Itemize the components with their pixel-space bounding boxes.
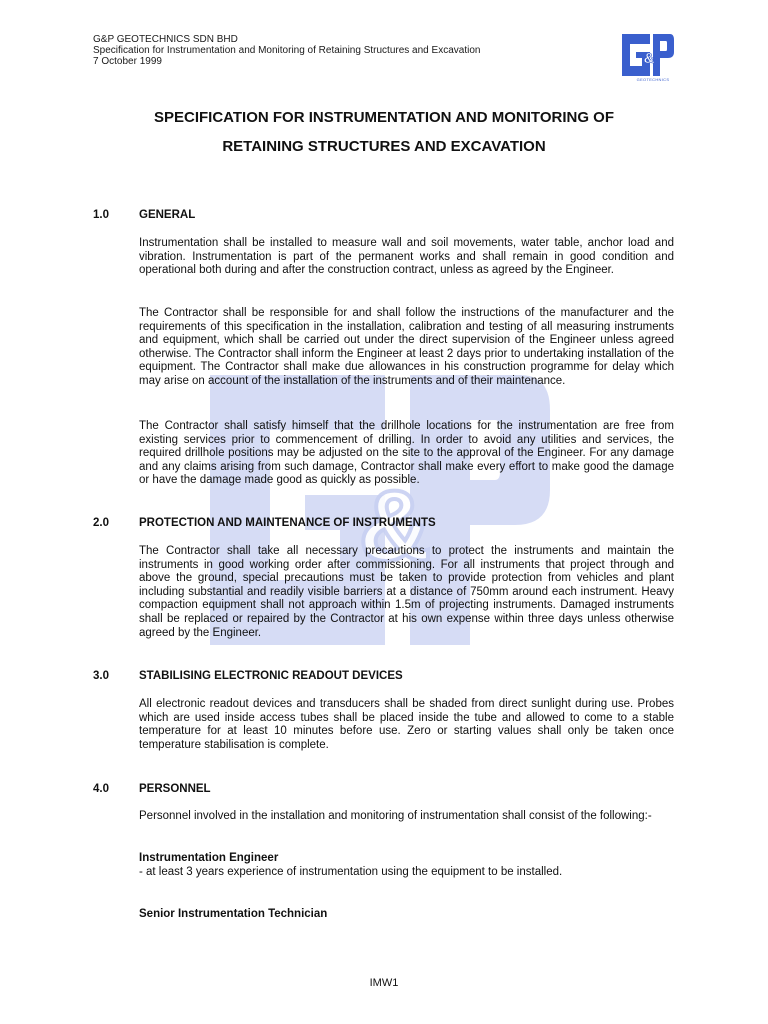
company-logo bbox=[616, 32, 674, 82]
document-date: 7 October 1999 bbox=[93, 56, 162, 67]
page-title-line-1: SPECIFICATION FOR INSTRUMENTATION AND MONITORING OF bbox=[154, 109, 614, 126]
role-instrumentation-engineer-title: Instrumentation Engineer bbox=[139, 852, 279, 864]
section-4-paragraph-1: Personnel involved in the installation and monitoring of instrumentation shall consist of the following:- bbox=[139, 810, 652, 822]
logo-subtitle: GEOTECHNICS bbox=[636, 77, 670, 82]
page-number: IMW1 bbox=[369, 977, 399, 989]
section-title: PERSONNEL bbox=[139, 783, 211, 795]
section-1-paragraph-3: The Contractor shall satisfy himself that the drillhole locations for the instrumentation are free from existing services prior to commencement of drilling. In order to avoid any utilities and services, the required drillhole positions may be adjusted on the site to the approval of the Engineer. For any damage and any claims arising from such damage, Contractor shall make every effort to make good the damage or have the damage made good as quickly as possible. bbox=[139, 420, 674, 487]
section-number: 4.0 bbox=[93, 783, 109, 795]
section-title: GENERAL bbox=[139, 209, 196, 221]
section-title: STABILISING ELECTRONIC READOUT DEVICES bbox=[139, 670, 403, 682]
role-instrumentation-engineer-detail: - at least 3 years experience of instrumentation using the equipment to be installed. bbox=[139, 866, 563, 878]
section-number: 3.0 bbox=[93, 670, 109, 682]
company-name: G&P GEOTECHNICS SDN BHD bbox=[93, 34, 238, 45]
svg-text:&: & bbox=[358, 470, 432, 582]
role-senior-technician-title: Senior Instrumentation Technician bbox=[139, 908, 328, 920]
section-2-paragraph-1: The Contractor shall take all necessary precautions to protect the instruments and maintain the instruments in good working order after commissioning. For all instruments that project through and above the ground, special precautions must be taken to provide protection from vehicles and plant including substantial and readily visible barriers at a distance of 750mm around each instrument. Heavy compaction equipment shall not approach within 1.5m of projecting instruments. Damaged instruments shall be replaced or repaired by the Contractor at his own expense within three days unless otherwise agreed by the Engineer. bbox=[139, 545, 674, 639]
section-number: 2.0 bbox=[93, 517, 109, 529]
spec-title: Specification for Instrumentation and Monitoring of Retaining Structures and Excavation bbox=[93, 45, 481, 56]
section-number: 1.0 bbox=[93, 209, 109, 221]
document-header bbox=[93, 34, 480, 67]
section-1-paragraph-2: The Contractor shall be responsible for and shall follow the instructions of the manufacturer and the requirements of this specification in the installation, calibration and testing of all measuring instruments and equipment, which shall be carried out under the direct supervision of the Engineer unless agreed otherwise. The Contractor shall inform the Engineer at least 2 days prior to undertaking installation of the equipment. The Contractor shall make due allowances in his construction programme for delay which may arise on account of the installation of the instruments and of their maintenance. bbox=[139, 307, 674, 387]
page-title-line-2: RETAINING STRUCTURES AND EXCAVATION bbox=[222, 138, 546, 155]
logo-ampersand: & bbox=[643, 50, 655, 67]
section-1-paragraph-1: Instrumentation shall be installed to measure wall and soil movements, water table, anchor load and vibration. Instrumentation is part of the permanent works and shall remain in good condition and operational both during and after the construction contract, unless as agreed by the Engineer. bbox=[139, 237, 674, 277]
section-3-paragraph-1: All electronic readout devices and transducers shall be shaded from direct sunlight during use. Probes which are used inside access tubes shall be placed inside the tube and allowed to come to a stable temperature for at least 10 minutes before use. Zero or starting values shall only be taken once temperature stabilisation is complete. bbox=[139, 698, 674, 751]
section-title: PROTECTION AND MAINTENANCE OF INSTRUMENTS bbox=[139, 517, 436, 529]
